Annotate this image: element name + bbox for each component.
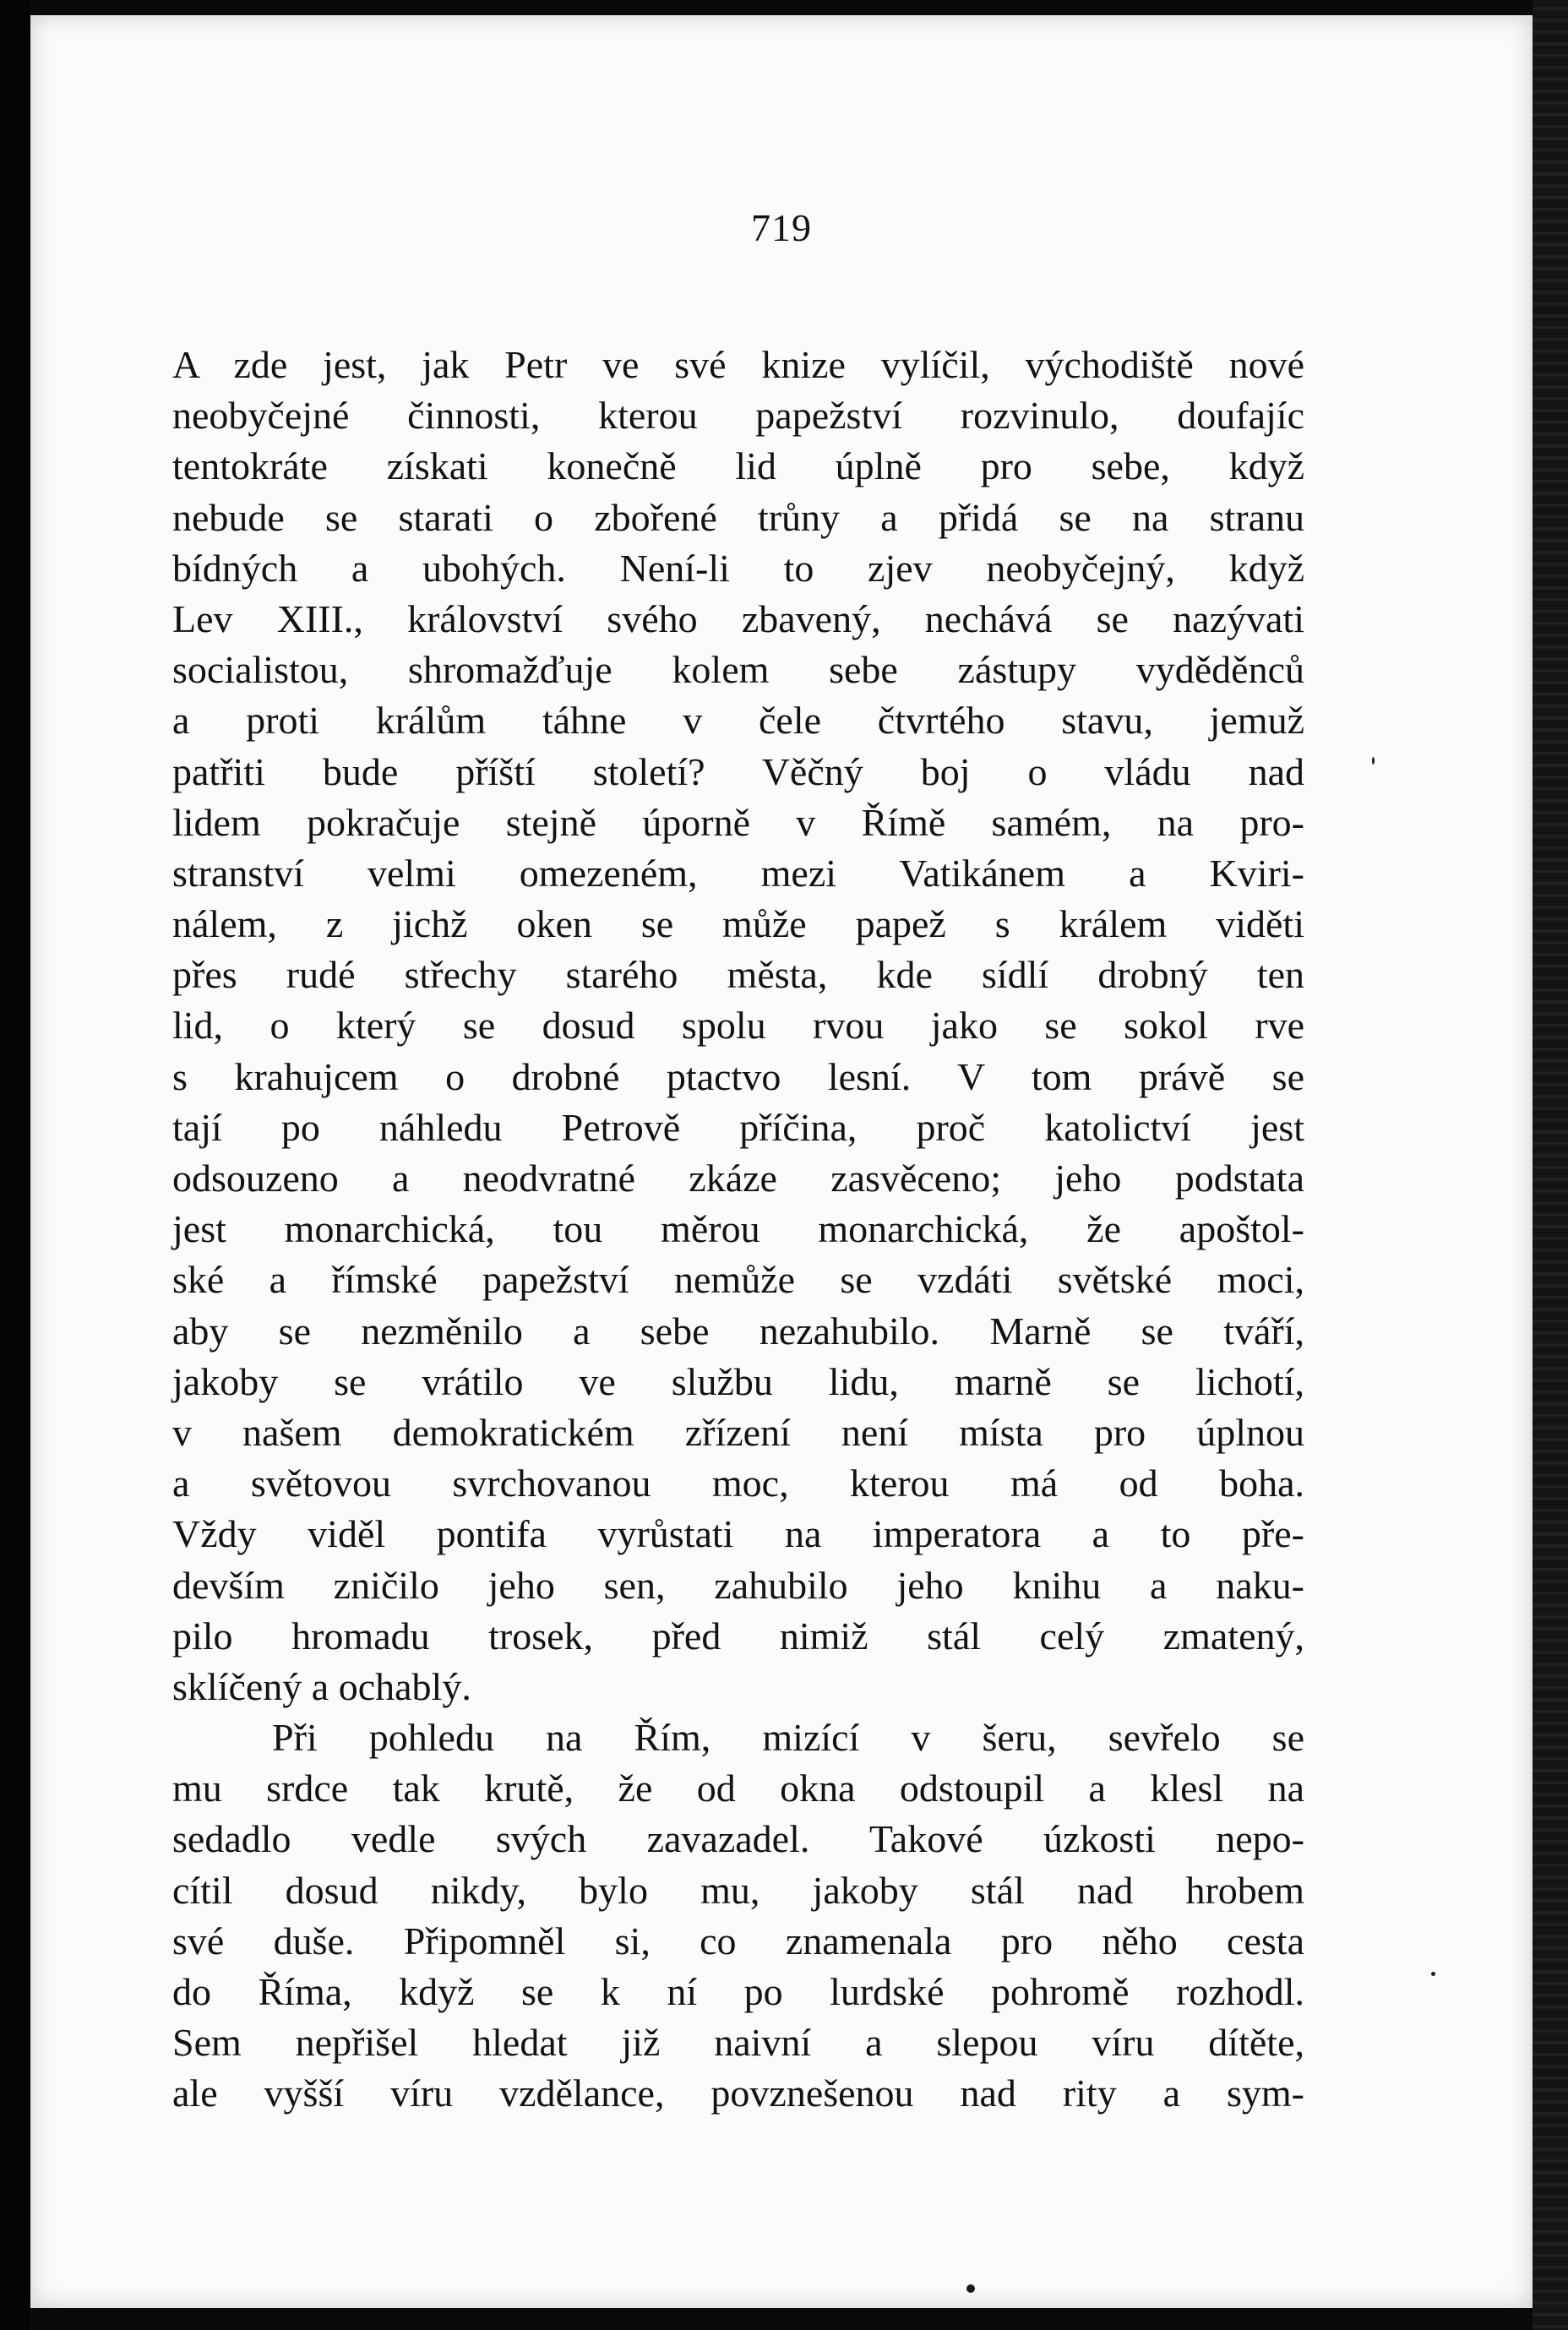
page-right-edge — [1533, 0, 1568, 2330]
body-text — [172, 340, 1304, 2120]
text-line: lidem pokračuje stejně úporně v Římě samém, na pro- — [172, 800, 1304, 844]
text-line: devším zničilo jeho sen, zahubilo jeho knihu a naku- — [172, 1563, 1304, 1607]
book-page — [30, 15, 1533, 2308]
text-line: jest monarchická, tou měrou monarchická, že apoštol- — [172, 1207, 1304, 1251]
page-left-edge — [0, 0, 30, 2330]
text-line: nálem, z jichž oken se může papež s králem viděti — [172, 902, 1304, 946]
page-number: 719 — [751, 206, 812, 249]
text-line: tají po náhledu Petrově příčina, proč katolictví jest — [172, 1105, 1304, 1149]
text-line: ale vyšší víru vzdělance, povznešenou nad rity a sym- — [172, 2071, 1304, 2115]
text-line: ské a římské papežství nemůže se vzdáti světské moci, — [172, 1258, 1304, 1302]
text-line: sedadlo vedle svých zavazadel. Takové úzkosti nepo- — [172, 1817, 1304, 1861]
text-line: pilo hromadu trosek, před nimiž stál celý zmatený, — [172, 1614, 1304, 1658]
ink-dot — [1372, 757, 1375, 765]
text-line: do Říma, když se k ní po lurdské pohromě rozhodl. — [172, 1970, 1304, 2013]
text-line: A zde jest, jak Petr ve své knize vylíčil, východiště nové — [172, 343, 1304, 386]
text-line: stranství velmi omezeném, mezi Vatikánem a Kviri- — [172, 851, 1304, 895]
text-line: přes rudé střechy starého města, kde sídlí drobný ten — [172, 953, 1304, 997]
text-line: lid, o který se dosud spolu rvou jako se sokol rve — [172, 1004, 1304, 1048]
text-line: a světovou svrchovanou moc, kterou má od boha. — [172, 1462, 1304, 1505]
text-line: neobyčejné činnosti, kterou papežství rozvinulo, doufajíc — [172, 394, 1304, 438]
text-line: socialistou, shromažďuje kolem sebe zástupy vyděděnců — [172, 648, 1304, 692]
text-line: tentokráte získati konečně lid úplně pro sebe, když — [172, 444, 1304, 488]
text-line: v našem demokratickém zřízení není místa pro úplnou — [172, 1410, 1304, 1454]
text-line: Sem nepřišel hledat již naivní a slepou víru dítěte, — [172, 2021, 1304, 2065]
text-line: patřiti bude příští století? Věčný boj o vládu nad — [172, 749, 1304, 793]
ink-dot — [966, 2284, 975, 2293]
text-line: Při pohledu na Řím, mizící v šeru, sevřelo se — [272, 1716, 1304, 1760]
text-line: nebude se starati o zbořené trůny a přidá se na stranu — [172, 495, 1304, 539]
text-line: své duše. Připomněl si, co znamenala pro něho cesta — [172, 1919, 1304, 1963]
ink-dot — [1431, 1972, 1435, 1976]
text-line: cítil dosud nikdy, bylo mu, jakoby stál nad hrobem — [172, 1868, 1304, 1912]
text-line: mu srdce tak krutě, že od okna odstoupil a klesl na — [172, 1767, 1304, 1810]
text-line: Lev XIII., království svého zbavený, nechává se nazývati — [172, 596, 1304, 640]
text-line: Vždy viděl pontifa vyrůstati na imperatora a to pře- — [172, 1512, 1304, 1556]
text-line: sklíčený a ochablý. — [172, 1664, 471, 1708]
text-line: a proti králům táhne v čele čtvrtého stavu, jemuž — [172, 699, 1304, 743]
text-line: aby se nezměnilo a sebe nezahubilo. Marně se tváří, — [172, 1309, 1304, 1353]
text-line: s krahujcem o drobné ptactvo lesní. V tom právě se — [172, 1054, 1304, 1098]
text-line: bídných a ubohých. Není-li to zjev neobyčejný, když — [172, 546, 1304, 590]
text-line: odsouzeno a neodvratné zkáze zasvěceno; jeho podstata — [172, 1157, 1304, 1200]
text-line: jakoby se vrátilo ve službu lidu, marně se lichotí, — [172, 1359, 1304, 1403]
